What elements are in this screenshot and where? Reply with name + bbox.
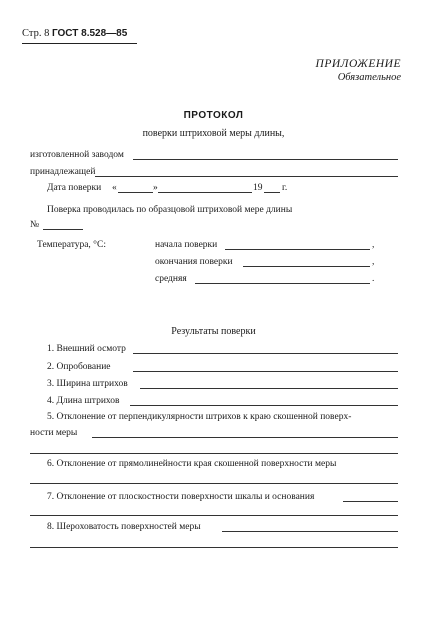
date-quote-open: « (112, 183, 117, 193)
protocol-subtitle: поверки штриховой меры длины, (142, 128, 285, 139)
page-header (22, 28, 127, 39)
date-year-line[interactable] (264, 192, 280, 193)
result-item-3: 3. Ширина штрихов (47, 379, 128, 389)
year-suffix: г. (282, 183, 288, 193)
results-title: Результаты поверки (171, 326, 256, 337)
temp-avg-line[interactable] (195, 283, 370, 284)
result-item-1: 1. Внешний осмотр (47, 344, 126, 354)
result-item-5: 5. Отклонение от перпендикулярности штрихов к краю скошенной поверх- (47, 412, 352, 422)
result-item-6: 6. Отклонение от прямолинейности края скошенной поверхности меры (47, 459, 337, 469)
manufactured-label: изготовленной заводом (30, 150, 124, 160)
result-line-7[interactable] (343, 501, 398, 502)
appendix-title: ПРИЛОЖЕНИЕ (315, 58, 401, 70)
temp-start-line[interactable] (225, 249, 370, 250)
result-item-5-cont: ности меры (30, 428, 78, 438)
result-line-7b[interactable] (30, 515, 398, 516)
date-month-line[interactable] (158, 192, 252, 193)
result-line-2[interactable] (133, 371, 398, 372)
temp-end-comma: , (372, 257, 375, 267)
manufactured-fill-line[interactable] (133, 159, 398, 160)
result-line-6[interactable] (30, 483, 398, 484)
standard-code: ГОСТ 8.528—85 (51, 28, 128, 39)
appendix-subtitle: Обязательное (337, 72, 401, 83)
temp-avg-period: . (372, 274, 375, 284)
temp-avg-label: средняя (155, 274, 187, 284)
result-item-2: 2. Опробование (47, 362, 111, 372)
owned-fill-line[interactable] (95, 176, 398, 177)
number-sign: № (30, 220, 40, 230)
result-item-4: 4. Длина штрихов (47, 396, 120, 406)
temp-end-label: окончания поверки (155, 257, 233, 267)
result-line-1[interactable] (133, 353, 398, 354)
result-item-7: 7. Отклонение от плоскостности поверхности шкалы и основания (47, 492, 315, 502)
result-line-4[interactable] (130, 405, 398, 406)
header-rule (22, 43, 137, 44)
date-label: Дата поверки (47, 183, 102, 193)
result-line-3[interactable] (140, 388, 398, 389)
protocol-title: ПРОТОКОЛ (183, 110, 244, 121)
date-day-line[interactable] (118, 192, 153, 193)
result-line-8b[interactable] (30, 547, 398, 548)
date-quote-close: » (153, 183, 158, 193)
owned-label: принадлежащей (30, 167, 96, 177)
result-line-8[interactable] (222, 531, 398, 532)
page-number: Стр. 8 (22, 28, 50, 39)
result-line-5[interactable] (92, 437, 398, 438)
temp-start-comma: , (372, 240, 375, 250)
result-item-8: 8. Шероховатость поверхностей меры (47, 522, 201, 532)
reference-label: Поверка проводилась по образцовой штриховой мере длины (47, 205, 293, 215)
year-prefix: 19 (253, 183, 263, 193)
result-line-5b[interactable] (30, 453, 398, 454)
temperature-label: Температура, °С: (37, 240, 106, 250)
reference-number-line[interactable] (43, 229, 83, 230)
temp-start-label: начала поверки (155, 240, 218, 250)
temp-end-line[interactable] (243, 266, 370, 267)
